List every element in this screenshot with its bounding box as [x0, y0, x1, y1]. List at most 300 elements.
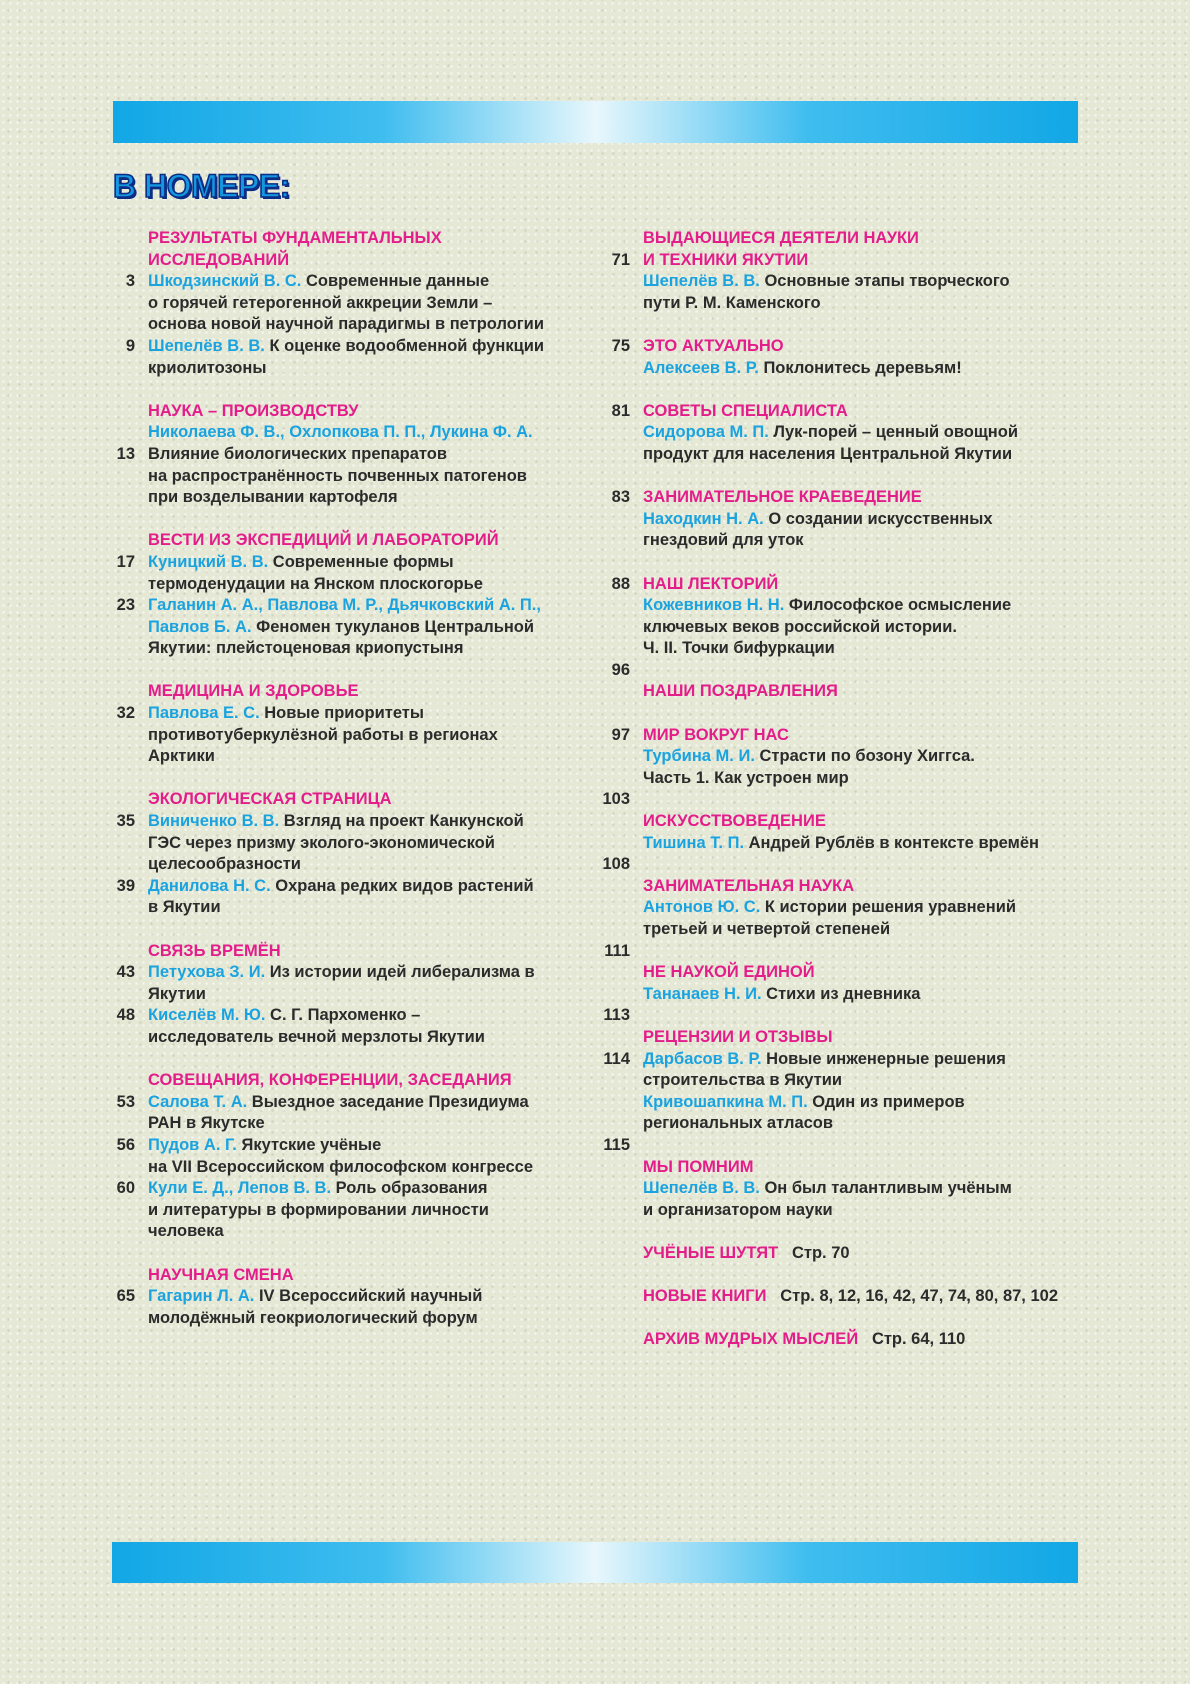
toc-line — [595, 876, 1095, 898]
section-heading: НАУЧНАЯ СМЕНА — [148, 1265, 294, 1284]
article-title-text: Один из примеров — [807, 1092, 965, 1111]
entry-text — [148, 746, 215, 768]
article-title-text: о горячей гетерогенной аккреции Земли – — [148, 293, 493, 312]
entry-text — [148, 1221, 224, 1243]
toc-line — [595, 358, 1095, 380]
entry-text — [148, 789, 392, 811]
entry-text — [643, 293, 821, 315]
entry-text — [148, 962, 535, 984]
section-heading: ВЕСТИ ИЗ ЭКСПЕДИЦИЙ И ЛАБОРАТОРИЙ — [148, 531, 499, 550]
article-author: Галанин А. А., Павлова М. Р., Дьячковский А. П., — [148, 596, 541, 615]
article-author: Виниченко В. В. — [148, 812, 280, 831]
entry-text — [643, 1178, 1012, 1200]
article-author: Кули Е. Д., Лепов В. В. — [148, 1179, 332, 1198]
entry-text — [148, 897, 221, 919]
article-title-text: Современные данные — [301, 272, 490, 291]
entry-text — [643, 358, 962, 380]
entry-text — [643, 487, 922, 509]
entry-text — [643, 1049, 1006, 1071]
article-title-text: Ч. II. Точки бифуркации — [643, 639, 835, 658]
toc-line — [100, 1221, 600, 1243]
article-title-text: продукт для населения Центральной Якутии — [643, 444, 1013, 463]
entry-text — [643, 768, 849, 790]
entry-text — [148, 681, 358, 703]
article-title-text: Стр. 64, 110 — [858, 1330, 966, 1349]
entry-text — [148, 1308, 478, 1330]
section-heading: АРХИВ МУДРЫХ МЫСЛЕЙ — [643, 1330, 859, 1349]
section-heading: МЕДИЦИНА И ЗДОРОВЬЕ — [148, 682, 359, 701]
article-title-text: Взгляд на проект Канкунской — [279, 812, 524, 831]
toc-line — [100, 530, 600, 552]
toc-line — [100, 487, 600, 509]
entry-text — [148, 1092, 529, 1114]
article-author: Пудов А. Г. — [148, 1135, 237, 1154]
article-author: Тишина Т. П. — [643, 833, 745, 852]
entry-text — [148, 1005, 420, 1027]
article-title-text: Якутии — [148, 984, 206, 1003]
entry-text — [148, 574, 483, 596]
entry-text — [643, 250, 808, 272]
toc-line — [595, 1157, 1095, 1179]
article-title-text: молодёжный геокриологический форум — [148, 1308, 478, 1327]
section-spacer — [595, 1308, 1095, 1330]
article-author: Алексеев В. Р. — [643, 358, 759, 377]
article-title-text: Якутии: плейстоценовая криопустыня — [148, 639, 464, 658]
page-number: 88 — [611, 574, 630, 593]
page-number: 114 — [603, 1049, 630, 1068]
toc-line — [100, 293, 600, 315]
toc-line — [595, 1200, 1095, 1222]
toc-line — [595, 941, 1095, 963]
article-title-text: Он был талантливым учёным — [759, 1179, 1012, 1198]
page-number: 17 — [116, 552, 135, 571]
article-title-text: Стр. 8, 12, 16, 42, 47, 74, 80, 87, 102 — [766, 1287, 1058, 1306]
article-author: Антонов Ю. С. — [643, 898, 761, 917]
entry-text — [148, 1113, 265, 1135]
entry-text — [148, 358, 266, 380]
article-title-text: Новые инженерные решения — [761, 1049, 1006, 1068]
toc-line — [100, 1157, 600, 1179]
article-author: Находкин Н. А. — [643, 509, 764, 528]
article-author: Турбина М. И. — [643, 747, 755, 766]
bottom-decorative-band — [112, 1542, 1078, 1583]
toc-line — [595, 250, 1095, 272]
toc-line — [100, 681, 600, 703]
article-title-text: Современные формы — [268, 552, 454, 571]
toc-line — [595, 574, 1095, 596]
toc-line — [595, 789, 1095, 811]
entry-text — [643, 984, 920, 1006]
section-heading: И ТЕХНИКИ ЯКУТИИ — [643, 250, 809, 269]
article-title-text: Арктики — [148, 747, 215, 766]
article-title-text: ГЭС через призму эколого-экономической — [148, 833, 495, 852]
entry-text — [148, 228, 442, 250]
section-heading: РЕЦЕНЗИИ И ОТЗЫВЫ — [643, 1027, 833, 1046]
article-title-text: Из истории идей либерализма в — [265, 963, 535, 982]
entry-text — [148, 811, 524, 833]
section-heading: СОВЕТЫ СПЕЦИАЛИСТА — [643, 401, 848, 420]
entry-text — [643, 1113, 833, 1135]
toc-line — [100, 1200, 600, 1222]
entry-text — [148, 1157, 533, 1179]
section-spacer — [595, 1221, 1095, 1243]
toc-line — [595, 444, 1095, 466]
page-number: 60 — [116, 1179, 135, 1198]
toc-line — [100, 811, 600, 833]
entry-text — [148, 336, 544, 358]
toc-line — [595, 595, 1095, 617]
article-title-text: при возделывании картофеля — [148, 488, 398, 507]
page-number: 113 — [603, 1006, 630, 1025]
article-title-text: К истории решения уравнений — [760, 898, 1016, 917]
page-number: 115 — [603, 1135, 630, 1154]
article-author: Шепелёв В. В. — [643, 1179, 760, 1198]
toc-line — [595, 293, 1095, 315]
section-heading: НЕ НАУКОЙ ЕДИНОЙ — [643, 963, 815, 982]
entry-text — [643, 574, 778, 596]
entry-text — [148, 638, 464, 660]
entry-text — [148, 595, 541, 617]
toc-line — [100, 984, 600, 1006]
toc-line — [595, 725, 1095, 747]
section-spacer — [595, 703, 1095, 725]
page-number: 9 — [125, 336, 135, 355]
article-author: Дарбасов В. Р. — [643, 1049, 762, 1068]
page-number: 48 — [116, 1006, 135, 1025]
section-heading: МИР ВОКРУГ НАС — [643, 725, 789, 744]
toc-line — [100, 941, 600, 963]
toc-line — [595, 854, 1095, 876]
section-spacer — [100, 1049, 600, 1071]
article-title-text: Страсти по бозону Хиггса. — [754, 747, 975, 766]
page-number: 81 — [611, 401, 630, 420]
section-spacer — [595, 379, 1095, 401]
toc-line — [100, 1308, 600, 1330]
entry-text — [148, 530, 499, 552]
section-heading: ЗАНИМАТЕЛЬНАЯ НАУКА — [643, 876, 855, 895]
section-heading: НОВЫЕ КНИГИ — [643, 1287, 767, 1306]
toc-line — [595, 833, 1095, 855]
entry-text — [643, 401, 848, 423]
toc-line — [595, 638, 1095, 660]
entry-text — [643, 509, 993, 531]
article-title-text: О создании искусственных — [763, 509, 993, 528]
section-heading: ЭКОЛОГИЧЕСКАЯ СТРАНИЦА — [148, 790, 392, 809]
entry-text — [148, 401, 359, 423]
article-title-text: исследователь вечной мерзлоты Якутии — [148, 1027, 485, 1046]
entry-text — [643, 897, 1016, 919]
article-title-text: ключевых веков российской истории. — [643, 617, 957, 636]
toc-line — [100, 638, 600, 660]
page-number: 56 — [116, 1135, 135, 1154]
page-number: 53 — [116, 1092, 135, 1111]
section-spacer — [100, 919, 600, 941]
article-title-text: К оценке водообменной функции — [264, 336, 545, 355]
section-spacer — [595, 1265, 1095, 1287]
entry-text — [643, 681, 838, 703]
entry-text — [148, 552, 454, 574]
section-spacer — [100, 509, 600, 531]
toc-line — [595, 897, 1095, 919]
section-heading: РЕЗУЛЬТАТЫ ФУНДАМЕНТАЛЬНЫХ — [148, 229, 442, 247]
toc-line — [100, 617, 600, 639]
entry-text — [148, 1265, 294, 1287]
toc-line — [100, 703, 600, 725]
toc-line — [100, 228, 600, 250]
article-author: Сидорова М. П. — [643, 423, 769, 442]
article-title-text: Новые приоритеты — [259, 704, 424, 723]
entry-text — [643, 833, 1039, 855]
toc-right-column — [595, 228, 1095, 1351]
article-title-text: Якутские учёные — [236, 1135, 382, 1154]
section-heading: НАУКА – ПРОИЗВОДСТВУ — [148, 401, 359, 420]
article-title-text: С. Г. Пархоменко – — [265, 1006, 421, 1025]
toc-line — [100, 1092, 600, 1114]
entry-text — [643, 444, 1012, 466]
toc-line — [595, 962, 1095, 984]
page-number: 39 — [116, 876, 135, 895]
entry-text — [148, 984, 206, 1006]
toc-line — [595, 1092, 1095, 1114]
entry-text — [643, 422, 1018, 444]
toc-line — [100, 552, 600, 574]
toc-line — [100, 1265, 600, 1287]
entry-text — [148, 444, 447, 466]
toc-line — [595, 1113, 1095, 1135]
toc-line — [100, 401, 600, 423]
article-title-text: и организатором науки — [643, 1200, 833, 1219]
article-title-text: строительства в Якутии — [643, 1071, 842, 1090]
entry-text — [643, 1286, 1058, 1308]
toc-line — [100, 833, 600, 855]
article-author: Павлова Е. С. — [148, 704, 260, 723]
article-title-text: противотуберкулёзной работы в регионах — [148, 725, 498, 744]
page-number: 3 — [125, 272, 135, 291]
toc-line — [595, 746, 1095, 768]
section-heading: УЧЁНЫЕ ШУТЯТ — [643, 1243, 779, 1262]
article-title-text: третьей и четвертой степеней — [643, 920, 891, 938]
page-number: 32 — [116, 704, 135, 723]
page-number: 35 — [116, 812, 135, 831]
toc-line — [595, 1027, 1095, 1049]
toc-line — [595, 984, 1095, 1006]
article-title-text: Охрана редких видов растений — [270, 876, 534, 895]
toc-line — [595, 1135, 1095, 1157]
article-author: Шепелёв В. В. — [148, 336, 265, 355]
section-heading: ЗАНИМАТЕЛЬНОЕ КРАЕВЕДЕНИЕ — [643, 488, 922, 507]
section-heading: СОВЕЩАНИЯ, КОНФЕРЕНЦИИ, ЗАСЕДАНИЯ — [148, 1071, 512, 1090]
article-title-text: на распространённость почвенных патогенов — [148, 466, 527, 485]
article-title-text: Андрей Рублёв в контексте времён — [744, 833, 1039, 852]
entry-text — [148, 941, 281, 963]
toc-line — [100, 574, 600, 596]
section-heading: ИСКУССТВОВЕДЕНИЕ — [643, 812, 826, 831]
toc-line — [595, 1243, 1095, 1265]
article-title-text: Роль образования — [331, 1179, 488, 1198]
article-author: Кривошапкина М. П. — [643, 1092, 808, 1111]
entry-text — [148, 314, 544, 336]
page-number: 65 — [116, 1287, 135, 1306]
article-title-text: региональных атласов — [643, 1114, 834, 1133]
section-heading: ВЫДАЮЩИЕСЯ ДЕЯТЕЛИ НАУКИ — [643, 229, 919, 247]
toc-line — [595, 1286, 1095, 1308]
entry-text — [148, 293, 492, 315]
section-spacer — [595, 314, 1095, 336]
entry-text — [148, 1135, 381, 1157]
article-title-text: Часть 1. Как устроен мир — [643, 768, 849, 787]
entry-text — [148, 833, 495, 855]
toc-line — [595, 681, 1095, 703]
toc-line — [595, 1329, 1095, 1351]
page-number: 97 — [611, 725, 630, 744]
entry-text — [148, 1027, 485, 1049]
section-heading: ИССЛЕДОВАНИЙ — [148, 250, 290, 269]
section-heading: НАШИ ПОЗДРАВЛЕНИЯ — [643, 682, 838, 701]
section-heading: НАШ ЛЕКТОРИЙ — [643, 574, 779, 593]
article-author: Тананаев Н. И. — [643, 984, 762, 1003]
section-spacer — [100, 660, 600, 682]
entry-text — [643, 1329, 965, 1351]
article-title-text: основа новой научной парадигмы в петрологии — [148, 315, 544, 334]
article-title-text: в Якутии — [148, 898, 221, 917]
toc-line — [595, 1049, 1095, 1071]
toc-line — [595, 401, 1095, 423]
entry-text — [148, 422, 533, 444]
toc-line — [100, 1027, 600, 1049]
article-title-text: Поклонитесь деревьям! — [758, 358, 962, 377]
entry-text — [643, 725, 789, 747]
toc-line — [595, 1005, 1095, 1027]
article-author: Гагарин Л. А. — [148, 1287, 255, 1306]
entry-text — [148, 617, 534, 639]
article-title-text: термоденудации на Янском плоскогорье — [148, 574, 483, 593]
entry-text — [643, 1027, 833, 1049]
page-number: 111 — [604, 941, 630, 960]
entry-text — [148, 1178, 488, 1200]
article-title-text: Стр. 70 — [778, 1243, 850, 1262]
page-number: 108 — [602, 855, 630, 874]
article-author: Кожевников Н. Н. — [643, 596, 785, 615]
toc-line — [100, 1286, 600, 1308]
toc-line — [595, 811, 1095, 833]
toc-line — [595, 271, 1095, 293]
article-author: Данилова Н. С. — [148, 876, 271, 895]
entry-text — [643, 228, 919, 250]
article-title-text: Феномен тукуланов Центральной — [251, 617, 535, 636]
entry-text — [148, 854, 301, 876]
entry-text — [148, 1286, 482, 1308]
section-spacer — [595, 466, 1095, 488]
toc-line — [100, 250, 600, 272]
entry-text — [643, 1200, 833, 1222]
section-spacer — [100, 379, 600, 401]
toc-line — [100, 336, 600, 358]
article-author: Куницкий В. В. — [148, 552, 269, 571]
article-title-text: Выездное заседание Президиума — [247, 1092, 529, 1111]
toc-line — [595, 617, 1095, 639]
page-number: 13 — [116, 444, 135, 463]
toc-line — [595, 660, 1095, 682]
entry-text — [643, 1243, 850, 1265]
toc-line — [100, 746, 600, 768]
article-title-text: и литературы в формировании личности — [148, 1200, 489, 1219]
page-title: В НОМЕРЕ: — [113, 168, 290, 204]
entry-text — [148, 466, 527, 488]
toc-line — [595, 1070, 1095, 1092]
page-number: 23 — [116, 596, 135, 615]
entry-text — [643, 746, 975, 768]
toc-line — [100, 1070, 600, 1092]
page-number: 43 — [116, 963, 135, 982]
toc-line — [595, 487, 1095, 509]
article-title-text: целесообразности — [148, 855, 301, 874]
toc-line — [595, 530, 1095, 552]
article-title-text: гнездовий для уток — [643, 531, 804, 550]
article-title-text: Основные этапы творческого — [759, 272, 1010, 291]
article-author: Киселёв М. Ю. — [148, 1006, 266, 1025]
section-spacer — [100, 1243, 600, 1265]
section-spacer — [100, 768, 600, 790]
article-title-text: IV Всероссийский научный — [254, 1287, 483, 1306]
entry-text — [643, 530, 804, 552]
article-title-text: на VII Всероссийском философском конгрессе — [148, 1157, 533, 1176]
toc-line — [100, 314, 600, 336]
entry-text — [643, 1092, 965, 1114]
toc-left-column — [100, 228, 600, 1329]
toc-line — [595, 919, 1095, 941]
toc-line — [595, 509, 1095, 531]
entry-text — [643, 617, 957, 639]
entry-text — [643, 962, 815, 984]
toc-line — [100, 358, 600, 380]
page-number: 103 — [602, 790, 630, 809]
section-spacer — [595, 552, 1095, 574]
entry-text — [148, 487, 398, 509]
page-number: 71 — [611, 250, 630, 269]
entry-text — [643, 1070, 842, 1092]
entry-text — [643, 919, 890, 941]
toc-line — [595, 228, 1095, 250]
article-title-text: Стихи из дневника — [761, 984, 921, 1003]
entry-text — [148, 250, 289, 272]
toc-line — [100, 897, 600, 919]
toc-line — [100, 595, 600, 617]
article-title-text: Лук-порей – ценный овощной — [768, 423, 1018, 442]
article-author: Николаева Ф. В., Охлопкова П. П., Лукина Ф. А. — [148, 423, 533, 442]
entry-text — [148, 1070, 512, 1092]
toc-line — [100, 271, 600, 293]
toc-line — [100, 422, 600, 444]
toc-line — [100, 725, 600, 747]
toc-line — [100, 854, 600, 876]
toc-line — [100, 1005, 600, 1027]
toc-line — [100, 876, 600, 898]
entry-text — [148, 703, 424, 725]
article-author: Шкодзинский В. С. — [148, 272, 302, 291]
section-heading: ЭТО АКТУАЛЬНО — [643, 336, 784, 355]
toc-line — [595, 422, 1095, 444]
top-decorative-band — [113, 101, 1078, 143]
section-heading: СВЯЗЬ ВРЕМЁН — [148, 941, 281, 960]
toc-line — [100, 466, 600, 488]
entry-text — [148, 876, 534, 898]
article-title-text: человека — [148, 1222, 224, 1241]
entry-text — [643, 271, 1010, 293]
page-number: 83 — [611, 488, 630, 507]
article-title-text: пути Р. М. Каменского — [643, 293, 821, 312]
page-number: 75 — [611, 336, 630, 355]
entry-text — [148, 1200, 489, 1222]
